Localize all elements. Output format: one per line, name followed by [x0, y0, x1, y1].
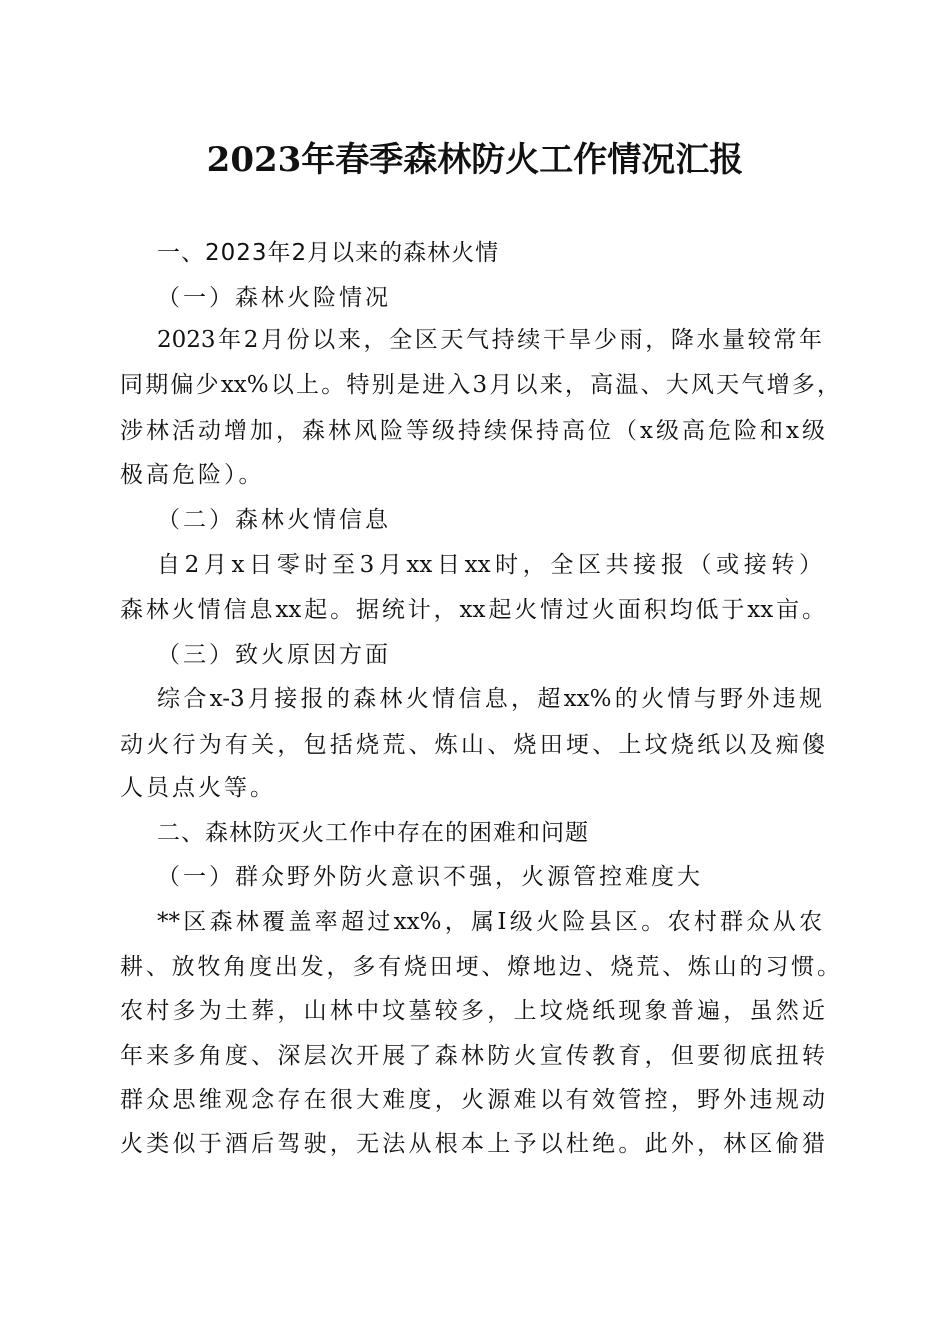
paragraph-line: **区森林覆盖率超过xx%，属Ⅰ级火险县区。农村群众从农 [157, 909, 822, 935]
paragraph-line: 动火行为有关，包括烧荒、炼山、烧田埂、上坟烧纸以及痴傻 [120, 732, 825, 758]
document-title: 2023年春季森林防火工作情况汇报 [206, 140, 744, 180]
paragraph-line: 年来多角度、深层次开展了森林防火宣传教育，但要彻底扭转 [120, 1043, 825, 1069]
subsection-heading: （三）致火原因方面 [157, 642, 391, 668]
paragraph-line: 火类似于酒后驾驶，无法从根本上予以杜绝。此外，林区偷猎 [120, 1131, 825, 1157]
paragraph-line: 综合x-3月接报的森林火情信息，超xx%的火情与野外违规 [157, 686, 822, 712]
paragraph-line: 涉林活动增加，森林风险等级持续保持高位（x级高危险和x级 [120, 418, 825, 444]
section-heading-1: 一、2023年2月以来的森林火情 [157, 240, 500, 266]
section-heading-2: 二、森林防灭火工作中存在的困难和问题 [157, 820, 589, 846]
paragraph-line: 耕、放牧角度出发，多有烧田埂、燎地边、烧荒、炼山的习惯。 [120, 954, 840, 980]
paragraph-line: 自2月x日零时至3月xx日xx时，全区共接报（或接转） [157, 552, 822, 578]
paragraph-line: 森林火情信息xx起。据统计，xx起火情过火面积均低于xx亩。 [120, 597, 825, 623]
subsection-heading: （一）群众野外防火意识不强，火源管控难度大 [157, 864, 703, 890]
paragraph-line: 极高危险）。 [120, 462, 265, 488]
paragraph-line: 群众思维观念存在很大难度，火源难以有效管控，野外违规动 [120, 1087, 825, 1113]
subsection-heading: （二）森林火情信息 [157, 507, 391, 533]
paragraph-line: 同期偏少xx%以上。特别是进入3月以来，高温、大风天气增多， [120, 372, 840, 398]
paragraph-line: 农村多为土葬，山林中坟墓较多，上坟烧纸现象普遍，虽然近 [120, 998, 825, 1024]
subsection-heading: （一）森林火险情况 [157, 285, 391, 311]
paragraph-line: 人员点火等。 [120, 775, 276, 801]
paragraph-line: 2023年2月份以来，全区天气持续干旱少雨，降水量较常年 [157, 327, 822, 353]
